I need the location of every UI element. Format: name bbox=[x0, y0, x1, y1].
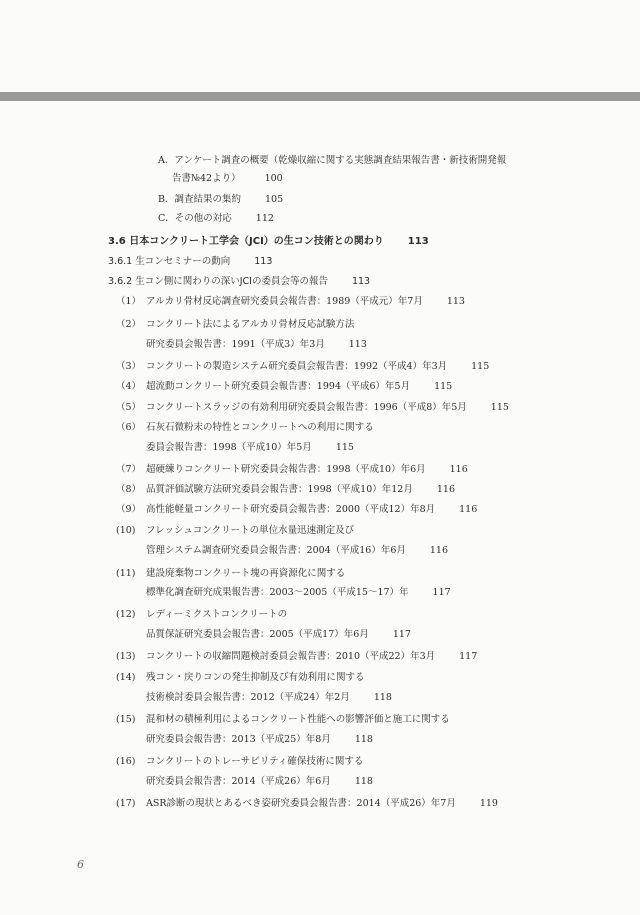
item-text: 建設廃棄物コンクリート塊の再資源化に関する bbox=[146, 568, 346, 579]
toc-page-number: 116 bbox=[436, 484, 455, 495]
item-text: ASR診断の現状とあるべき姿研究委員会報告書：2014（平成26）年7月 bbox=[146, 798, 456, 809]
item-number: （5） bbox=[116, 402, 142, 413]
section-number: 3.6.1 bbox=[108, 256, 133, 267]
item-text: 技術検討委員会報告書：2012（平成24）年2月 bbox=[146, 692, 350, 703]
toc-page-number: 115 bbox=[335, 442, 354, 453]
item-text: 標準化調査研究成果報告書：2003～2005（平成15～17）年 bbox=[146, 587, 409, 598]
toc-page-number: 113 bbox=[407, 236, 429, 247]
toc-page-number: 113 bbox=[446, 296, 465, 307]
item-text: 高性能軽量コンクリート研究委員会報告書：2000（平成12）年8月 bbox=[146, 504, 436, 515]
toc-page-number: 118 bbox=[373, 692, 392, 703]
list-item bbox=[116, 402, 509, 414]
item-number: （3） bbox=[116, 361, 142, 372]
item-number: （1） bbox=[116, 296, 142, 307]
list-item bbox=[116, 672, 365, 684]
toc-item-c bbox=[158, 213, 274, 225]
list-item bbox=[116, 361, 489, 373]
item-text: コンクリート法によるアルカリ骨材反応試験方法 bbox=[146, 319, 355, 330]
toc-page-number: 119 bbox=[479, 798, 498, 809]
list-item bbox=[116, 714, 450, 726]
section-number: 3.6.2 bbox=[108, 276, 133, 287]
toc-item-text: 告書№42より） bbox=[172, 173, 241, 184]
list-item-cont bbox=[146, 776, 373, 788]
item-text: 超流動コンクリート研究委員会報告書：1994（平成6）年5月 bbox=[146, 381, 411, 392]
toc-section-3-6 bbox=[108, 236, 429, 248]
item-number: (15) bbox=[116, 714, 136, 725]
item-text: 混和材の積極利用によるコンクリート性能への影響評価と施工に関する bbox=[146, 714, 450, 725]
toc-page-number: 115 bbox=[471, 361, 490, 372]
toc-page-number: 105 bbox=[264, 194, 284, 205]
item-number: （6） bbox=[116, 422, 142, 433]
list-item-cont bbox=[146, 734, 373, 746]
item-text: コンクリートのトレーサビリティ確保技術に関する bbox=[146, 756, 364, 767]
toc-page-number: 117 bbox=[392, 629, 411, 640]
list-item bbox=[116, 296, 465, 308]
item-text: コンクリートスラッジの有効利用研究委員会報告書：1996（平成8）年5月 bbox=[146, 402, 467, 413]
toc-page-number: 117 bbox=[459, 651, 478, 662]
toc-page-number: 100 bbox=[264, 173, 283, 184]
list-item bbox=[116, 381, 452, 393]
toc-item-a bbox=[158, 155, 506, 167]
item-number: (11) bbox=[116, 568, 136, 579]
toc-page-number: 118 bbox=[354, 734, 373, 745]
toc-page-number: 117 bbox=[432, 587, 451, 598]
header-rule bbox=[0, 92, 640, 101]
toc-page-number: 113 bbox=[351, 276, 371, 287]
item-text: 石灰石微粉末の特性とコンクリートへの利用に関する bbox=[146, 422, 374, 433]
list-item-cont bbox=[146, 442, 354, 454]
item-number: （8） bbox=[116, 484, 142, 495]
list-item bbox=[116, 484, 455, 496]
item-text: 残コン・戻りコンの発生抑制及び有効利用に関する bbox=[146, 672, 365, 683]
item-number: (10) bbox=[116, 525, 136, 536]
item-text: アルカリ骨材反応調査研究委員会報告書：1989（平成元）年7月 bbox=[146, 296, 423, 307]
toc-page-number: 115 bbox=[434, 381, 453, 392]
item-number: （2） bbox=[116, 319, 142, 330]
toc-item-a-cont bbox=[172, 173, 283, 185]
toc-page-number: 113 bbox=[348, 339, 367, 350]
section-number: 3.6 bbox=[108, 236, 126, 247]
item-text: コンクリートの収縮問題検討委員会報告書：2010（平成22）年3月 bbox=[146, 651, 436, 662]
list-item-cont bbox=[146, 545, 448, 557]
toc-item-text: A．アンケート調査の概要（乾燥収縮に関する実態調査結果報告書・新技術開発報 bbox=[158, 155, 507, 166]
list-item bbox=[116, 504, 477, 516]
toc-item-text: B．調査結果の集約 bbox=[158, 194, 241, 205]
toc-item-text: C．その他の対応 bbox=[158, 213, 232, 224]
list-item bbox=[116, 798, 498, 810]
item-number: （4） bbox=[116, 381, 142, 392]
toc-page-number: 118 bbox=[354, 776, 373, 787]
toc-page-number: 115 bbox=[490, 402, 509, 413]
list-item bbox=[116, 319, 354, 331]
item-text: 研究委員会報告書：2013（平成25）年8月 bbox=[146, 734, 331, 745]
item-number: (17) bbox=[116, 798, 136, 809]
item-text: フレッシュコンクリートの単位水量迅速測定及び bbox=[146, 525, 355, 536]
toc-section-3-6-1 bbox=[108, 256, 272, 268]
toc-page-number: 112 bbox=[255, 213, 274, 224]
item-text: 委員会報告書：1998（平成10）年5月 bbox=[146, 442, 312, 453]
section-title: 生コン側に関わりの深いJCIの委員会等の報告 bbox=[135, 276, 328, 287]
item-text: 品質評価試験方法研究委員会報告書：1998（平成10）年12月 bbox=[146, 484, 413, 495]
toc-page-number: 113 bbox=[254, 256, 273, 267]
list-item bbox=[116, 464, 468, 476]
toc-item-b bbox=[158, 194, 283, 206]
item-number: (16) bbox=[116, 756, 136, 767]
section-title: 日本コンクリート工学会（JCI）の生コン技術との関わり bbox=[129, 236, 384, 247]
list-item bbox=[116, 609, 287, 621]
item-number: (12) bbox=[116, 609, 136, 620]
toc-page-number: 116 bbox=[429, 545, 449, 556]
item-text: レディーミクストコンクリートの bbox=[146, 609, 288, 620]
item-number: （7） bbox=[116, 464, 142, 475]
toc-page-number: 116 bbox=[449, 464, 468, 475]
toc-section-3-6-2 bbox=[108, 276, 370, 288]
item-number: （9） bbox=[116, 504, 142, 515]
list-item bbox=[116, 422, 374, 434]
item-text: 品質保証研究委員会報告書：2005（平成17）年6月 bbox=[146, 629, 369, 640]
list-item-cont bbox=[146, 339, 367, 351]
item-number: (14) bbox=[116, 672, 136, 683]
list-item-cont bbox=[146, 629, 411, 641]
item-text: 超硬練りコンクリート研究委員会報告書：1998（平成10）年6月 bbox=[146, 464, 426, 475]
list-item bbox=[116, 525, 354, 537]
item-text: コンクリートの製造システム研究委員会報告書：1992（平成4）年3月 bbox=[146, 361, 448, 372]
list-item bbox=[116, 756, 363, 768]
item-text: 研究委員会報告書：1991（平成3）年3月 bbox=[146, 339, 325, 350]
page-number: 6 bbox=[77, 858, 84, 871]
list-item-cont bbox=[146, 587, 451, 599]
list-item bbox=[116, 568, 345, 580]
list-item bbox=[116, 651, 477, 663]
toc-page-number: 116 bbox=[459, 504, 478, 515]
item-number: (13) bbox=[116, 651, 136, 662]
section-title: 生コンセミナーの動向 bbox=[135, 256, 231, 267]
item-text: 研究委員会報告書：2014（平成26）年6月 bbox=[146, 776, 331, 787]
list-item-cont bbox=[146, 692, 392, 704]
item-text: 管理システム調査研究委員会報告書：2004（平成16）年6月 bbox=[146, 545, 406, 556]
